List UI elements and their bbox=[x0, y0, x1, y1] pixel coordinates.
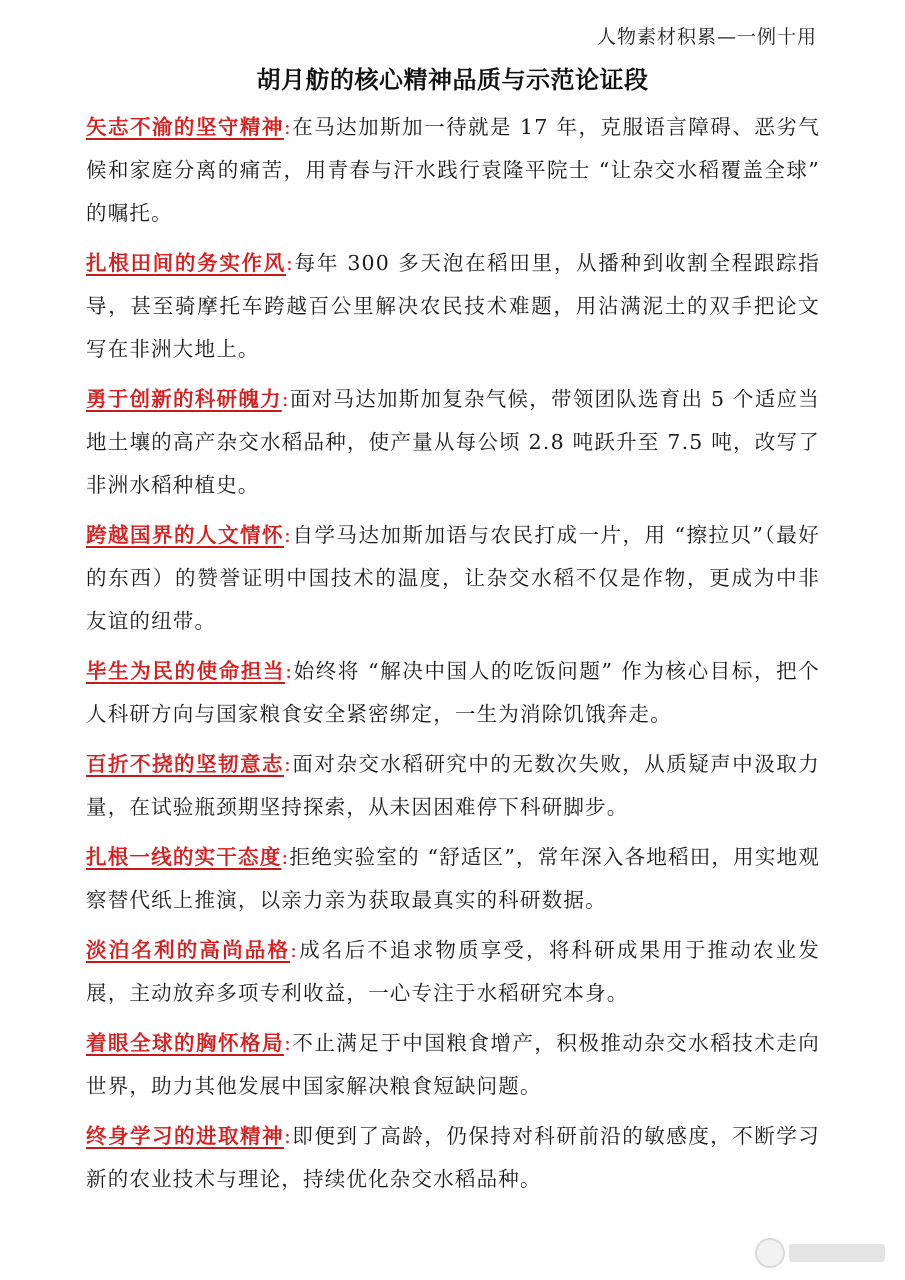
section-label: 矢志不渝的坚守精神 bbox=[86, 115, 284, 139]
section-separator: : bbox=[283, 1031, 293, 1055]
section-separator: : bbox=[283, 115, 292, 139]
section-global-vision bbox=[86, 1022, 820, 1108]
section-label: 扎根田间的务实作风 bbox=[86, 251, 286, 275]
section-innovation bbox=[86, 378, 820, 507]
section-text: 每年 300 多天泡在稻田里，从播种到收割全程跟踪指导，甚至骑摩托车跨越百公里解决农民技术难题，用沾满泥土的双手把论文写在非洲大地上。 bbox=[86, 251, 820, 361]
section-label: 勇于创新的科研魄力 bbox=[86, 387, 282, 411]
section-text: 成名后不追求物质享受，将科研成果用于推动农业发展，主动放弃多项专利收益，一心专注于水稻研究本身。 bbox=[86, 938, 820, 1005]
section-pragmatic bbox=[86, 242, 820, 371]
section-lifelong-learning bbox=[86, 1115, 820, 1201]
section-perseverance bbox=[86, 743, 820, 829]
section-frontline bbox=[86, 836, 820, 922]
page-title: 胡月舫的核心精神品质与示范论证段 bbox=[256, 66, 649, 94]
section-separator: : bbox=[284, 523, 293, 547]
section-separator: : bbox=[281, 845, 290, 869]
watermark-avatar-icon bbox=[755, 1238, 785, 1268]
section-text: 拒绝实验室的 “舒适区”，常年深入各地稻田，用实地观察替代纸上推演，以亲力亲为获取最真实的科研数据。 bbox=[86, 845, 820, 912]
section-humanity bbox=[86, 514, 820, 643]
section-text: 自学马达加斯加语与农民打成一片，用 “擦拉贝”（最好的东西）的赞誉证明中国技术的温度，让杂交水稻不仅是作物，更成为中非友谊的纽带。 bbox=[86, 523, 820, 633]
section-label: 淡泊名利的高尚品格 bbox=[86, 938, 291, 962]
section-label: 着眼全球的胸怀格局 bbox=[86, 1031, 284, 1055]
sections-list bbox=[86, 106, 820, 1208]
watermark-name-blurred bbox=[789, 1244, 885, 1262]
section-text: 不止满足于中国粮食增产，积极推动杂交水稻技术走向世界，助力其他发展中国家解决粮食短缺问题。 bbox=[86, 1031, 820, 1098]
section-steadfast bbox=[86, 106, 820, 235]
section-text: 始终将 “解决中国人的吃饭问题” 作为核心目标，把个人科研方向与国家粮食安全紧密绑定，一生为消除饥饿奔走。 bbox=[86, 659, 820, 726]
section-label: 百折不挠的坚韧意志 bbox=[86, 752, 284, 776]
section-label: 终身学习的进取精神 bbox=[86, 1124, 284, 1148]
header-note: 人物素材积累—一例十用 bbox=[596, 26, 817, 48]
section-integrity bbox=[86, 929, 820, 1015]
section-separator: : bbox=[286, 251, 295, 275]
section-separator: : bbox=[285, 659, 294, 683]
section-separator: : bbox=[283, 1124, 293, 1148]
section-text: 面对杂交水稻研究中的无数次失败，从质疑声中汲取力量，在试验瓶颈期坚持探索，从未因困难停下科研脚步。 bbox=[86, 752, 820, 819]
section-label: 毕生为民的使命担当 bbox=[86, 659, 286, 683]
section-text: 即便到了高龄，仍保持对科研前沿的敏感度，不断学习新的农业技术与理论，持续优化杂交水稻品种。 bbox=[86, 1124, 820, 1191]
section-separator: : bbox=[281, 387, 290, 411]
section-label: 扎根一线的实干态度 bbox=[86, 845, 282, 869]
section-text: 在马达加斯加一待就是 17 年，克服语言障碍、恶劣气候和家庭分离的痛苦，用青春与汗水践行袁隆平院士 “让杂交水稻覆盖全球” 的嘱托。 bbox=[86, 115, 820, 225]
section-label: 跨越国界的人文情怀 bbox=[86, 523, 285, 547]
watermark bbox=[755, 1238, 885, 1268]
section-separator: : bbox=[283, 752, 293, 776]
section-mission bbox=[86, 650, 820, 736]
section-separator: : bbox=[290, 938, 299, 962]
section-text: 面对马达加斯加复杂气候，带领团队选育出 5 个适应当地土壤的高产杂交水稻品种，使产量从每公顷 2.8 吨跃升至 7.5 吨，改写了非洲水稻种植史。 bbox=[86, 387, 820, 497]
